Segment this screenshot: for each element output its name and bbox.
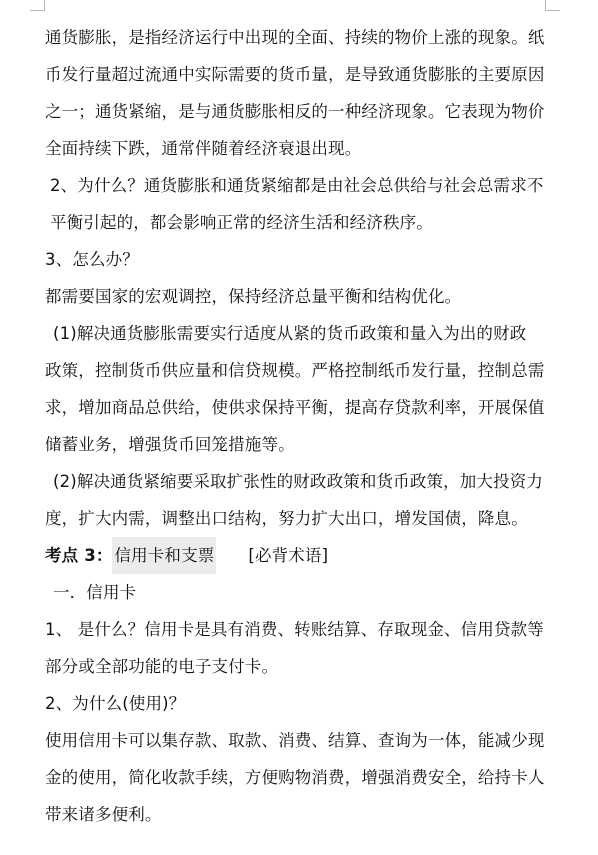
paragraph-line: 全面持续下跌，通常伴随着经济衰退出现。 [45,139,362,158]
paragraph-line: 储蓄业务，增强货币回笼措施等。 [45,435,295,454]
section-heading: 2、为什么(使用)？ [45,694,186,713]
crop-mark-top-right [545,0,560,11]
kaodian-heading [45,537,553,574]
paragraph-line: 度，扩大内需，调整出口结构，努力扩大出口，增发国债，降息。 [45,509,528,528]
paragraph-line: 求，增加商品总供给，使供求保持平衡，提高存贷款利率，开展保值 [45,398,545,417]
kaodian-label: 考点 3： [45,546,113,565]
paragraph-line: 币发行量超过流通中实际需要的货币量，是导致通货膨胀的主要原因 [45,65,545,84]
paragraph-line: 1、 是什么？信用卡是具有消费、转账结算、存取现金、信用贷款等 [45,620,544,639]
kaodian-title: 信用卡和支票 [112,537,216,574]
kaodian-tag: [必背术语] [248,546,329,565]
section-heading: 3、怎么办？ [45,250,139,269]
paragraph-line: 金的使用，简化收款手续，方便购物消费，增强消费安全，给持卡人 [45,768,545,787]
paragraph-line: 使用信用卡可以集存款、取款、消费、结算、查询为一体，能减少现 [45,731,545,750]
paragraph-line: 通货膨胀，是指经济运行中出现的全面、持续的物价上涨的现象。纸 [45,28,545,47]
paragraph-line: 平衡引起的，都会影响正常的经济生活和经济秩序。 [50,213,433,232]
subsection-heading: 一．信用卡 [53,583,137,602]
paragraph-line: 之一；通货紧缩，是与通货膨胀相反的一种经济现象。它表现为物价 [45,102,545,121]
paragraph-line: 2、为什么？通货膨胀和通货紧缩都是由社会总供给与社会总需求不 [50,176,544,195]
paragraph-line: 政策，控制货币供应量和信贷规模。严格控制纸币发行量，控制总需 [45,361,545,380]
document-body [45,19,553,833]
paragraph-line: 都需要国家的宏观调控，保持经济总量平衡和结构优化。 [45,287,462,306]
crop-mark-top-left [30,0,45,11]
paragraph-line: 部分或全部功能的电子支付卡。 [45,657,279,676]
paragraph-line: (2)解决通货紧缩要采取扩张性的财政政策和货币政策，加大投资力 [53,472,544,491]
paragraph-line: (1)解决通货膨胀需要实行适度从紧的货币政策和量入为出的财政 [53,324,527,343]
paragraph-line: 带来诸多便利。 [45,805,162,824]
